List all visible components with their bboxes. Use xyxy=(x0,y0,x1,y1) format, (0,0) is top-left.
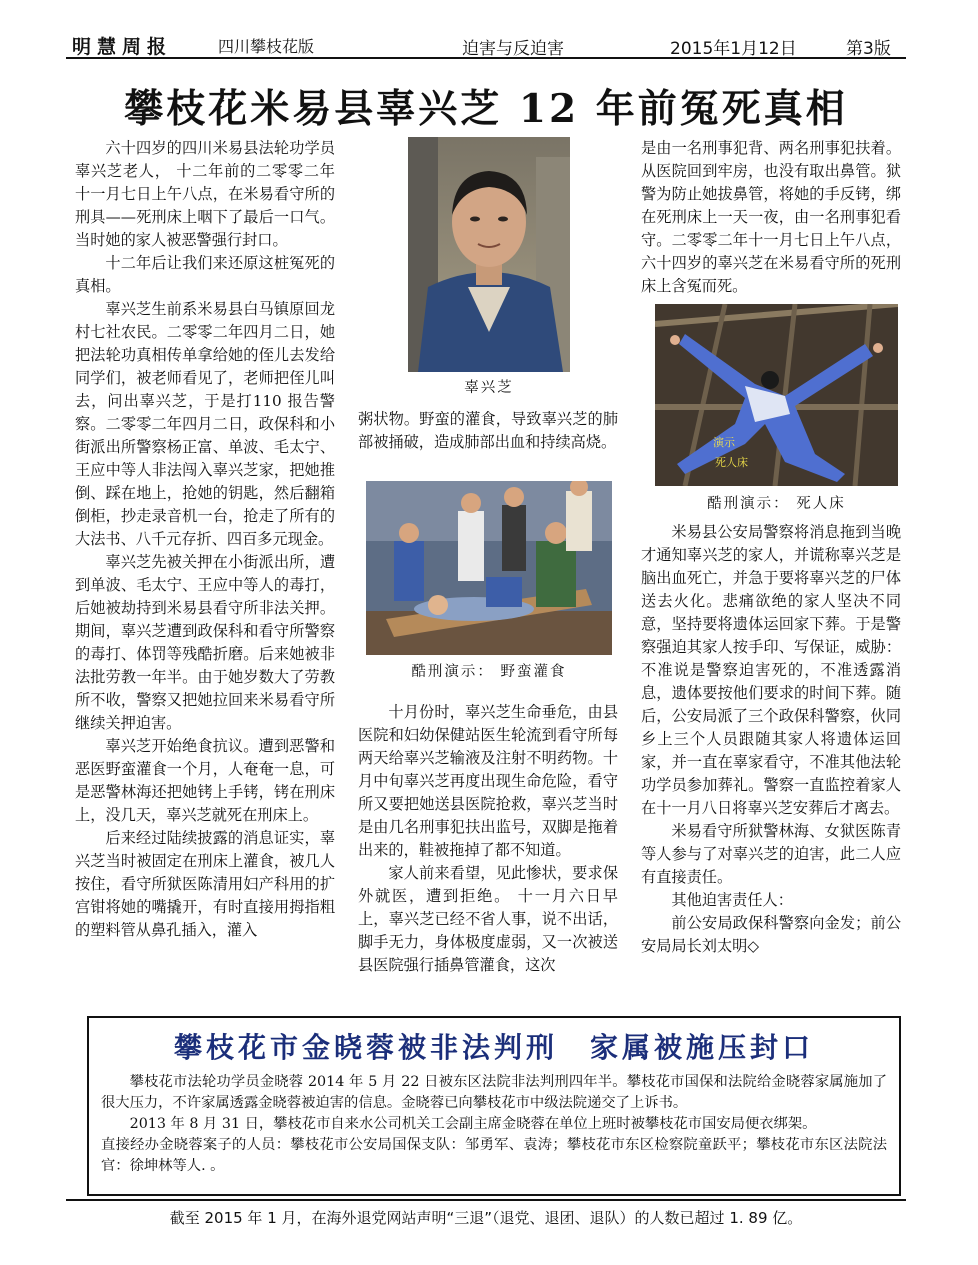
news-box-title: 攀枝花市金晓蓉被非法判刑 家属被施压封口 xyxy=(173,1031,814,1064)
paragraph: 是由一名刑事犯背、两名刑事犯扶着。从医院回到牢房，也没有取出鼻管。狱警为防止她拔鼻管，将她的手反铐，绑在死刑床上一天一夜，由一名刑事犯看守。二零零二年十一月七日上午八点，六十四岁的辜兴芝在米易看守所的死刑床上含冤而死。 xyxy=(641,139,901,295)
news-box-body xyxy=(101,1072,887,1177)
article-column-2-bottom xyxy=(358,701,618,977)
article-column-1 xyxy=(75,137,335,942)
paragraph: 十月份时，辜兴芝生命垂危，由县医院和妇幼保健站医生轮流到看守所每两天给辜兴芝输液及注射不明药物。十月中旬辜兴芝再度出现生命危险，看守所又要把她送县医院抢救，辜兴芝当时是由几名刑事犯扶出监号，双脚是拖着出来的，鞋被拖掉了都不知道。 xyxy=(358,703,618,859)
paragraph: 前公安局政保科警察向金发；前公安局局长刘太明◇ xyxy=(641,914,901,955)
paragraph: 直接经办金晓蓉案子的人员：攀枝花市公安局国保支队：邹勇军、袁涛；攀枝花市东区检察院童跃平；攀枝花市东区法院法官：徐坤林等人. 。 xyxy=(101,1137,887,1174)
section-label: 迫害与反迫害 xyxy=(462,39,564,59)
paragraph: 后来经过陆续披露的消息证实，辜兴芝当时被固定在刑床上灌食，被几人按住，看守所狱医陈清用妇产科用的扩宫钳将她的嘴撬开，有时直接用拇指粗的塑料管从鼻孔插入，灌入 xyxy=(75,829,335,939)
paragraph: 六十四岁的四川米易县法轮功学员辜兴芝老人， 十二年前的二零零二年十一月七日上午八点，在米易看守所的刑具——死刑床上咽下了最后一口气。当时她的家人被恶警强行封口。 xyxy=(75,139,335,249)
paragraph: 米易看守所狱警林海、女狱医陈青等人参与了对辜兴芝的迫害，此二人应有直接责任。 xyxy=(641,822,901,886)
masthead xyxy=(66,28,906,58)
paragraph: 辜兴芝先被关押在小街派出所，遭到单波、毛太宁、王应中等人的毒打，后她被劫持到米易县看守所非法关押。期间，辜兴芝遭到政保科和看守所警察的毒打、体罚等残酷折磨。后来她被非法批劳教一年半。由于她岁数大了劳教所不收，警察又把她拉回来米易看守所继续关押迫害。 xyxy=(75,553,335,732)
death-bed-photo xyxy=(655,304,898,486)
force-feeding-illustration xyxy=(366,481,612,655)
photo-overlay-label: 死人床 xyxy=(715,456,748,469)
paragraph: 辜兴芝生前系米易县白马镇原回龙村七社农民。二零零二年四月二日，她把法轮功真相传单拿给她的侄儿去发给同学们，被老师看见了，老师把侄儿叫去，问出辜兴芝，于是打110 报告警察。二零零二年四月二日，政保科和小街派出所警察杨正富、单波、毛太宁、王应中等人非法闯入辜兴芝家，把她推倒、踩在地上，抢她的钥匙，然后翻箱倒柜，抄走录音机一台，抢走了所有的大法书、八千元存折、四百多元现金。 xyxy=(75,300,335,548)
footer-rule xyxy=(66,1199,906,1201)
photo-caption: 辜兴芝 xyxy=(464,380,514,396)
paragraph: 米易县公安局警察将消息拖到当晚才通知辜兴芝的家人，并谎称辜兴芝是脑出血死亡，并急于要将辜兴芝的尸体送去火化。悲痛欲绝的家人坚决不同意，坚持要将遗体运回家下葬。于是警察强迫其家人按手印、写保证，威胁：不准说是警察迫害死的，不准透露消息，遗体要按他们要求的时间下葬。随后，公安局派了三个政保科警察，伙同乡上三个人员跟随其家人将遗体运回家，并一直在辜家看守，不准其他法轮功学员参加葬礼。警察一直监控着家人在十一月八日将辜兴芝安葬后才离去。 xyxy=(641,523,901,817)
paragraph: 十二年后让我们来还原这桩冤死的真相。 xyxy=(75,254,335,295)
paragraph: 其他迫害责任人： xyxy=(671,891,793,909)
photo-overlay-label: 演示 xyxy=(713,436,735,449)
footer-notice: 截至 2015 年 1 月，在海外退党网站声明“三退”（退党、退团、退队）的人数已超过 1. 89 亿。 xyxy=(169,1209,803,1227)
header-rule xyxy=(66,57,906,59)
news-box xyxy=(87,1016,901,1196)
paragraph: 辜兴芝开始绝食抗议。遭到恶警和恶医野蛮灌食一个月，人奄奄一息，可是恶警林海还把她铐上手铐，铐在刑床上，没几天，辜兴芝就死在刑床上。 xyxy=(75,737,335,824)
issue-date: 2015年1月12日 xyxy=(670,39,797,59)
article-column-3-top xyxy=(641,137,901,298)
photo-caption: 酷刑演示： 野蛮灌食 xyxy=(411,664,567,680)
article-headline: 攀枝花米易县辜兴芝 12 年前冤死真相 xyxy=(124,86,848,132)
edition-label: 四川攀枝花版 xyxy=(218,37,315,56)
paragraph: 粥状物。野蛮的灌食，导致辜兴芝的肺部被捅破，造成肺部出血和持续高烧。 xyxy=(358,410,618,451)
paragraph: 2013 年 8 月 31 日，攀枝花市自来水公司机关工会副主席金晓蓉在单位上班时被攀枝花市国安局便衣绑架。 xyxy=(129,1116,817,1132)
paragraph: 攀枝花市法轮功学员金晓蓉 2014 年 5 月 22 日被东区法院非法判刑四年半。攀枝花市国保和法院给金晓蓉家属施加了很大压力，不许家属透露金晓蓉被迫害的信息。金晓蓉已向攀枝花市中级法院递交了上诉书。 xyxy=(101,1074,887,1111)
photo-caption: 酷刑演示： 死人床 xyxy=(707,496,846,512)
article-column-3-bottom xyxy=(641,521,901,958)
portrait-photo xyxy=(408,137,570,372)
paragraph: 家人前来看望，见此惨状，要求保外就医，遭到拒绝。 十一月六日早上，辜兴芝已经不省人事，说不出话，脚手无力，身体极度虚弱，又一次被送县医院强行插鼻管灌食，这次 xyxy=(358,864,618,974)
article-column-2-top xyxy=(358,408,618,454)
paper-name: 明慧周报 xyxy=(72,36,173,58)
page-number: 第3版 xyxy=(846,39,891,59)
